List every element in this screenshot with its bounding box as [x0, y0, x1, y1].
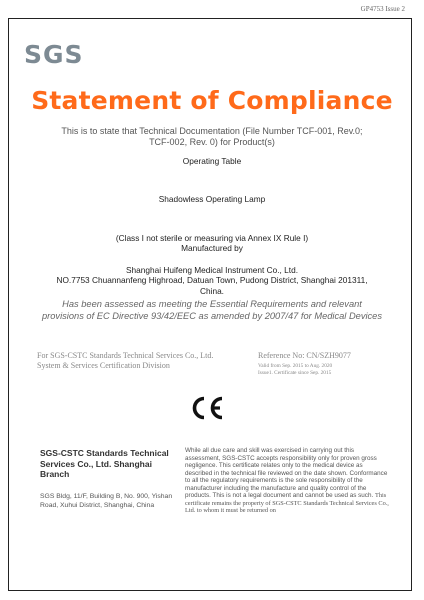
issuer-line-1: For SGS-CSTC Standards Technical Services Co., Ltd. — [37, 351, 214, 360]
disclaimer-block — [185, 447, 390, 515]
reference-block — [258, 351, 408, 377]
branch-address: SGS Bldg, 11/F, Building B, No. 900, Yishan Road, Xuhui District, Shanghai, China — [40, 493, 173, 509]
property-notice: This certificate remains the property of SGS-CSTC Standards Technical Services Co., Ltd. to whom it must be returned on — [185, 492, 389, 514]
product-1: Operating Table — [182, 156, 242, 166]
ce-mark-icon — [189, 395, 225, 421]
issuer-block — [37, 351, 237, 371]
disclaimer-text: While all due care and skill was exercised in carrying out this assessment, SGS-CSTC accepts responsibility only for proven gross negligence. This certificate relates only to the medical device as described in the technical file reviewed on the date shown. Conformance to all the regulatory requirements is the sole responsibility of the manufacturer including the manufacture and quality control of the products. This is not a legal document and cannot be used as such. — [185, 447, 388, 499]
product-2: Shadowless Operating Lamp — [158, 194, 266, 204]
intro-statement: This is to state that Technical Documentation (File Number TCF-001, Rev.0; TCF-002, Rev. 0) for Product(s) — [61, 126, 363, 147]
validity-period: Valid from Sep. 2015 to Aug. 2020 — [258, 363, 333, 369]
reference-number: Reference No: CN/SZH9077 — [258, 351, 351, 360]
sgs-logo — [24, 40, 94, 70]
manufacturer-name: Shanghai Huifeng Medical Instrument Co., Ltd. — [125, 265, 299, 275]
issue-date: Issue1. Certificate since Sep. 2015 — [258, 370, 332, 376]
manufacturer-address: NO.7753 Chuannanfeng Highroad, Datuan Town, Pudong District, Shanghai 201311, China. — [56, 275, 368, 296]
branch-name: SGS-CSTC Standards Technical Services Co., Ltd. Shanghai Branch — [40, 448, 169, 479]
issuer-line-2: System & Services Certification Division — [37, 361, 170, 370]
manufactured-by-label: Manufactured by — [181, 243, 243, 253]
document-title: Statement of Compliance — [31, 86, 393, 115]
assessment-statement: Has been assessed as meeting the Essential Requirements and relevant provisions of EC Directive 93/42/EEC as amended by 2007/47 for Medical Devices — [41, 299, 383, 321]
sgs-logo-text: SGS — [24, 40, 84, 69]
device-classification: (Class I not sterile or measuring via Annex IX Rule I) — [115, 233, 309, 243]
issue-number: GP4753 Issue 2 — [360, 5, 405, 13]
